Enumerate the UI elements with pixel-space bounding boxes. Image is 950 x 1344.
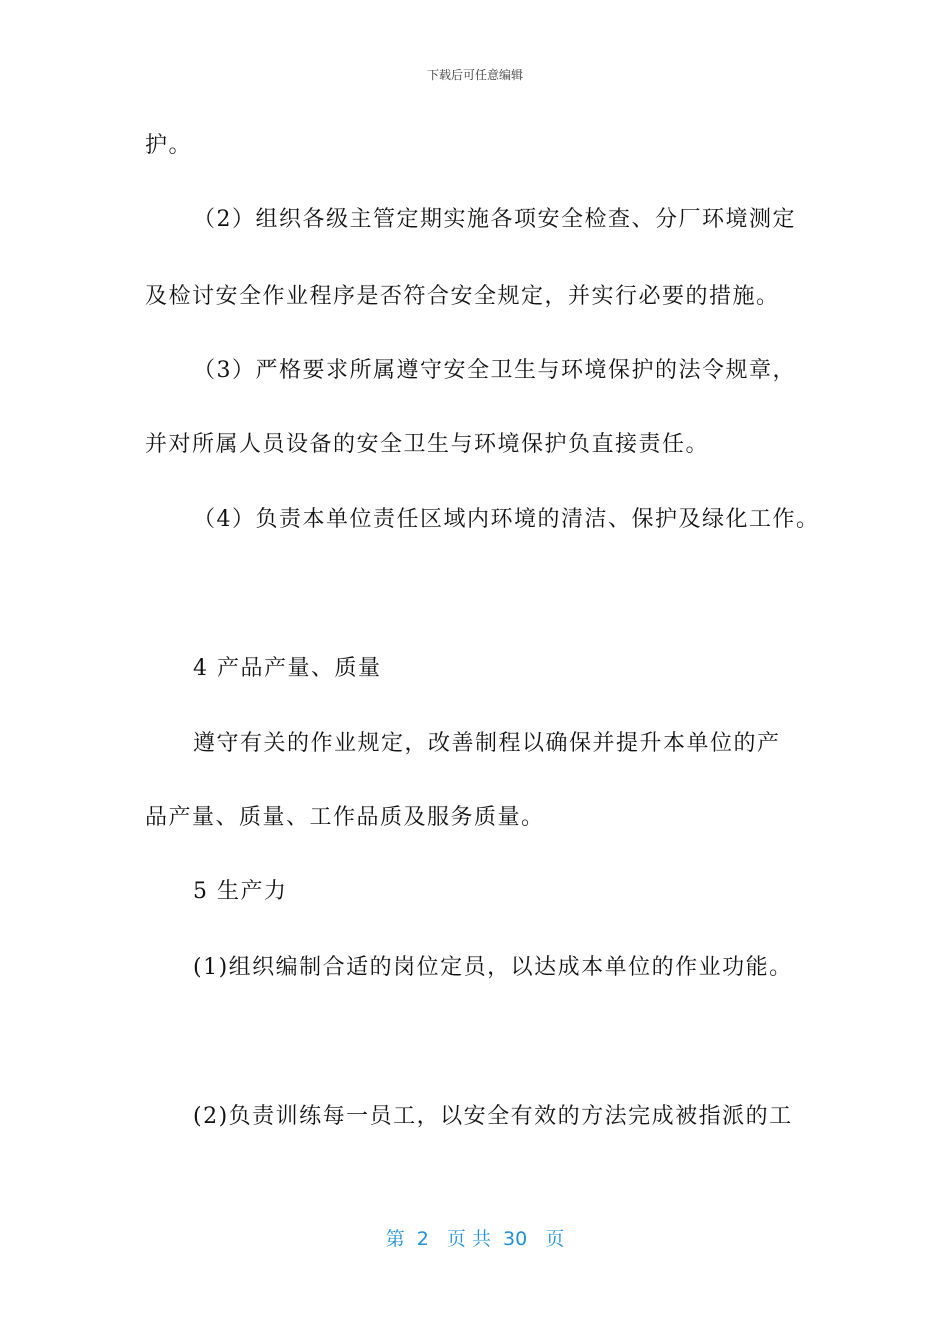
body-line-6: （4）负责本单位责任区域内环境的清洁、保护及绿化工作。: [193, 507, 820, 532]
body-line-2: （2）组织各级主管定期实施各项安全检查、分厂环境测定: [193, 207, 796, 232]
body-line-9: (1)组织编制合适的岗位定员，以达成本单位的作业功能。: [193, 955, 793, 980]
section-heading-5: 5 生产力: [193, 879, 288, 904]
section-heading-4: 4 产品产量、质量: [193, 656, 382, 681]
body-line-3: 及检讨安全作业程序是否符合安全规定，并实行必要的措施。: [145, 284, 780, 309]
header-note: 下载后可任意编辑: [426, 68, 523, 82]
body-line-10: (2)负责训练每一员工，以安全有效的方法完成被指派的工: [193, 1104, 793, 1129]
body-line-4: （3）严格要求所属遵守安全卫生与环境保护的法令规章，: [193, 358, 796, 383]
page-number: 第 2 页 共 30 页: [385, 1228, 565, 1250]
body-line-8: 品产量、质量、工作品质及服务质量。: [145, 805, 545, 830]
body-line-1: 护。: [145, 133, 193, 158]
body-line-5: 并对所属人员设备的安全卫生与环境保护负直接责任。: [145, 432, 710, 457]
body-line-7: 遵守有关的作业规定，改善制程以确保并提升本单位的产: [193, 731, 781, 756]
